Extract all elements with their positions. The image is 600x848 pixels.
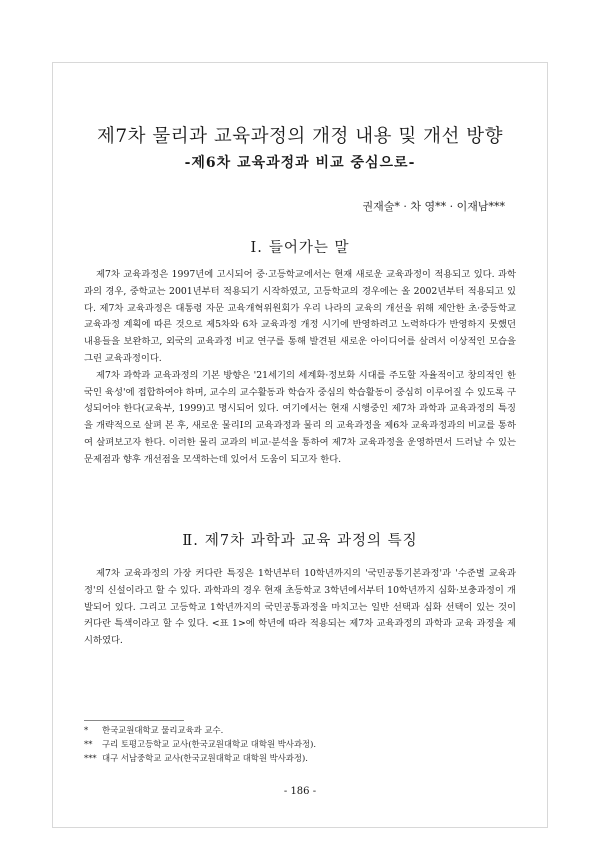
footnotes [84, 724, 516, 765]
section-2-number: Ⅱ. [182, 533, 199, 549]
footnote-2 [84, 738, 516, 752]
page-number: - 186 - [283, 786, 317, 797]
author-line: 권재술* · 차 영** · 이재남*** [362, 200, 505, 213]
section-2-heading [0, 529, 600, 550]
footnote-1 [84, 724, 516, 738]
footnote-text: 구리 토평고등학교 교사(한국교원대학교 대학원 박사과정). [102, 738, 317, 749]
section-1-paragraph-2: 제7차 과학과 교육과정의 기본 방향은 '21세기의 세계화·정보화 시대를 주도할 자율적이고 창의적인 한국인 육성'에 접합하여야 하며, 교수의 교수활동과 학습자 중심의 학습활동이 중심히 이루어질 수 있도록 구성되어야 한다(교육부, 1999)고 명시되어 있다. 여기에서는 현재 시행중인 제7차 과학과 교육과정의 특징을 개략적으로 살펴 본 후, 새로운 물리Ⅰ의 교육과정과 물리 의 교육과정을 제6차 교육과정과의 비교를 통하여 살펴보고자 한다. 이러한 물리 교과의 비교·분석을 통하여 제7차 교육과정을 운영하면서 드러날 수 있는 문제점과 향후 개선점을 모색하는데 있어서 도움이 되고자 한다. [84, 369, 516, 465]
section-1-paragraph-1: 제7차 교육과정은 1997년에 고시되어 중·고등학교에서는 현재 새로운 교육과정이 적용되고 있다. 과학과의 경우, 중학교는 2001년부터 적용되기 시작하였고, 고등학교의 경우에는 올 2002년부터 적용되고 있다. 제7차 교육과정은 대통령 자문 교육개혁위원회가 우리 나라의 교육의 개선을 위해 제안한 초·중등학교 교육과정 계획에 따른 것으로 제5차와 6차 교육과정 개정 시기에 반영하려고 노력하다가 반영하지 못했던 내용들을 보완하고, 외국의 교육과정 비교 연구를 통해 발견된 새로운 아이디어를 살려서 이상적인 모습을 그린 교육과정이다. [84, 269, 516, 364]
footnote-divider [84, 720, 184, 721]
section-2-body [84, 566, 516, 650]
footnote-mark: * [84, 725, 89, 735]
section-1-body [84, 267, 516, 469]
section-2-title: 제7차 과학과 교육 과정의 특징 [204, 533, 418, 549]
footnote-mark: *** [84, 752, 97, 763]
section-2-paragraph-1: 제7차 교육과정의 가장 커다란 특징은 1학년부터 10학년까지의 '국민공통기본과정'과 '수준별 교육과정'의 신설이라고 할 수 있다. 과학과의 경우 현재 초등학교 3학년에서부터 10학년까지 심화·보충과정이 개발되어 있다. 그리고 고등학교 1학년까지의 국민공통과정을 마치고는 일반 선택과 심화 선택이 있는 것이 커다란 특색이라고 할 수 있다. <표 1>에 학년에 따라 적용되는 제7차 교육과정의 과학과 교육 과정을 제시하였다. [84, 568, 516, 647]
paper-subtitle: -제6차 교육과정과 비교 중심으로- [184, 155, 416, 171]
section-1-number: Ⅰ. [250, 240, 263, 256]
section-1-heading [0, 236, 600, 257]
footnote-text: 대구 서남중학교 교사(한국교원대학교 대학원 박사과정). [102, 752, 308, 763]
section-1-title: 들어가는 말 [268, 240, 350, 256]
footnote-text: 한국교원대학교 물리교육과 교수. [102, 725, 224, 735]
footnote-3 [84, 752, 516, 766]
paper-title: 제7차 물리과 교육과정의 개정 내용 및 개선 방향 [97, 126, 503, 147]
footnote-mark: ** [84, 738, 93, 749]
